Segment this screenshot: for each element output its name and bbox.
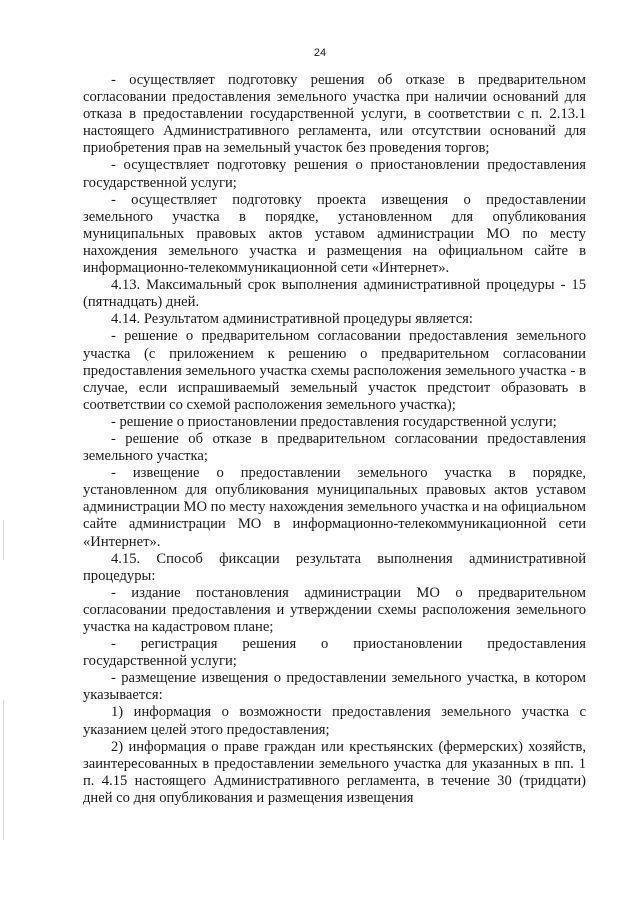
paragraph: - решение о предварительном согласовании предоставления земельного участка (с приложением к решению о предварительном согласовании предоставления земельного участка схемы расположения земельного участка - в случае, если испрашиваемый земельный участок предстоит образовать в соответствии со схемой расположения земельного участка); <box>83 328 586 413</box>
paragraph: 4.13. Максимальный срок выполнения административной процедуры - 15 (пятнадцать) дней. <box>83 277 586 311</box>
paragraph: - осуществляет подготовку проекта извещения о предоставлении земельного участка в порядке, установленном для опубликования муниципальных правовых актов уставом администрации МО по месту нахождения земельного участка и размещения на официальном сайте в информационно-телекоммуникационной сети «Интернет». <box>83 191 586 277</box>
paragraph: - осуществляет подготовку решения об отказе в предварительном согласовании предоставления земельного участка при наличии оснований для отказа в предоставлении государственной услуги, в соответствии с п. 2.13.1 настоящего Административного регламента, или отсутствии оснований для приобретения прав на земельный участок без проведения торгов; <box>83 72 586 157</box>
paragraph: - регистрация решения о приостановлении предоставления государственной услуги; <box>83 636 586 670</box>
scan-edge-mark <box>3 520 4 560</box>
paragraph: - извещение о предоставлении земельного участка в порядке, установленном для опубликования муниципальных правовых актов уставом администрации МО по месту нахождения земельного участка и на официальном сайте администрации МО в информационно-телекоммуникационной сети «Интернет». <box>83 465 586 550</box>
paragraph: 4.15. Способ фиксации результата выполнения административной процедуры: <box>83 550 586 584</box>
paragraph: 4.14. Результатом административной процедуры является: <box>111 311 473 328</box>
paragraph: - издание постановления администрации МО о предварительном согласовании предоставления и утверждении схемы расположения земельного участка на кадастровом плане; <box>83 584 586 635</box>
scan-edge-mark <box>3 700 4 840</box>
paragraph: - размещение извещения о предоставлении земельного участка, в котором указывается: <box>83 670 586 704</box>
document-body <box>83 72 586 807</box>
paragraph: 1) информация о возможности предоставления земельного участка с указанием целей этого предоставления; <box>83 704 586 738</box>
page-number: 24 <box>313 47 327 59</box>
paragraph: - решение о приостановлении предоставления государственной услуги; <box>111 413 557 430</box>
paragraph: - осуществляет подготовку решения о приостановлении предоставления государственной услуги; <box>83 157 586 191</box>
paragraph: 2) информация о праве граждан или крестьянских (фермерских) хозяйств, заинтересованных в предоставлении земельного участка для указанных в пп. 1 п. 4.15 настоящего Административного регламента, в течение 30 (тридцати) дней со дня опубликования и размещения извещения <box>83 738 586 806</box>
paragraph: - решение об отказе в предварительном согласовании предоставления земельного участка; <box>83 430 586 465</box>
